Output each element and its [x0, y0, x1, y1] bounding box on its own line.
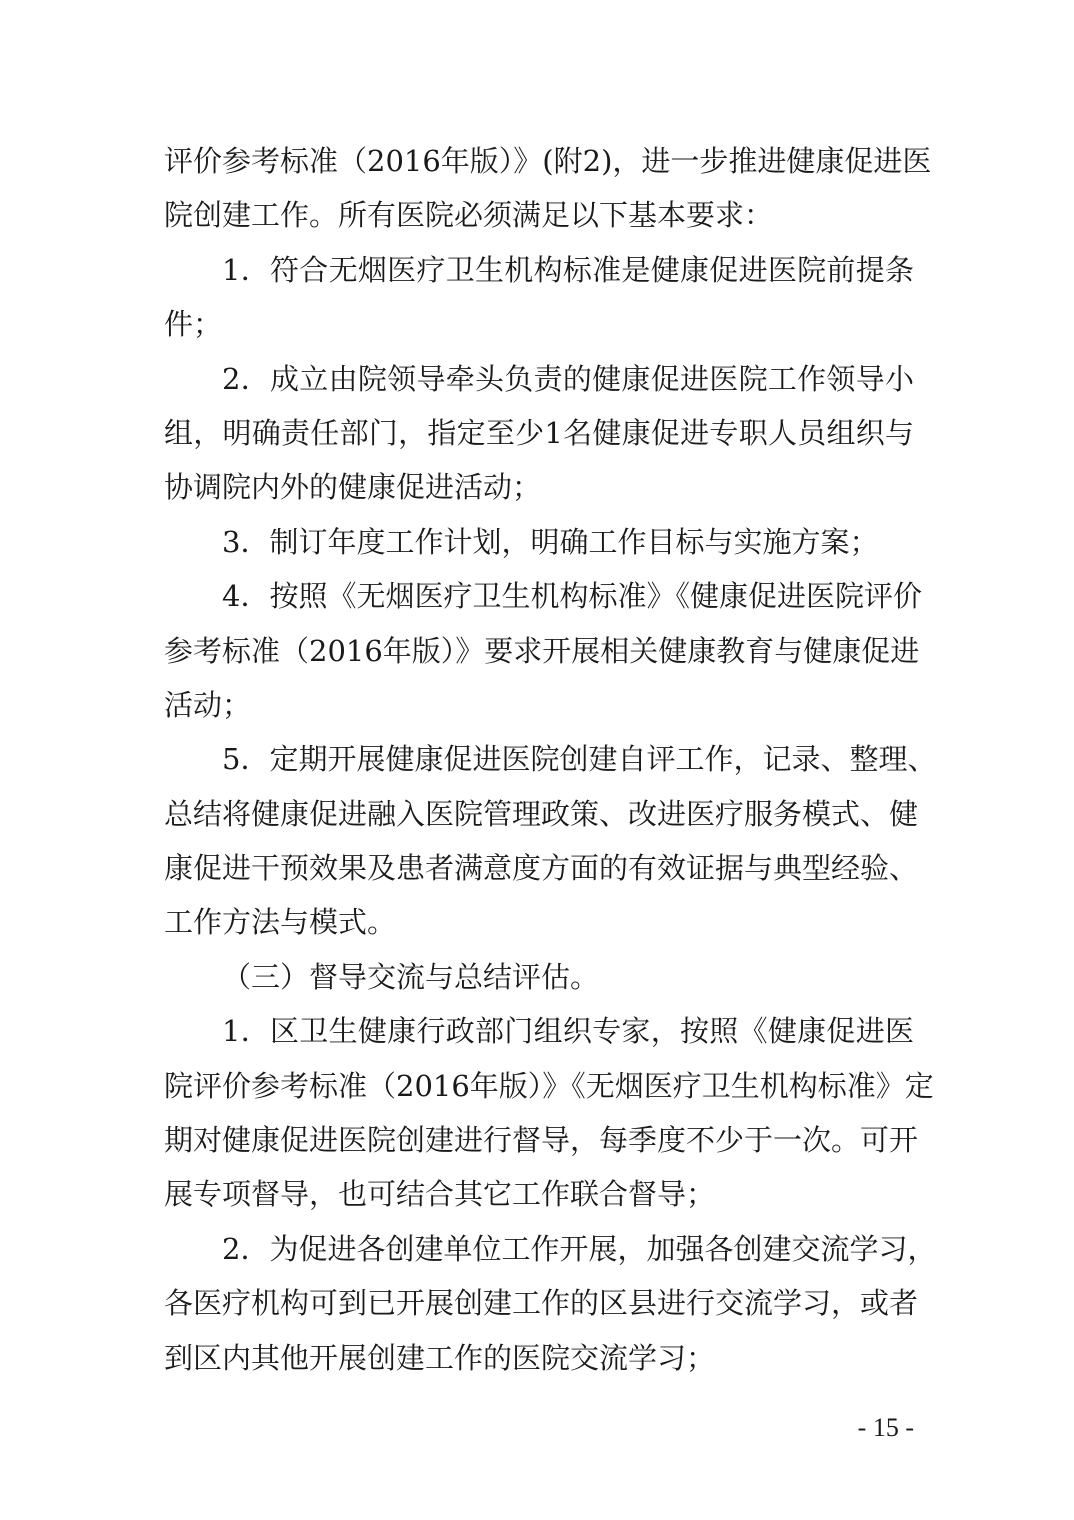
text-line: 工作方法与模式。 [164, 905, 397, 940]
text-line: 院评价参考标准（2016年版）》《无烟医疗卫生机构标准》定 [164, 1068, 934, 1103]
text-line: 各医疗机构可到已开展创建工作的区县进行交流学习，或者 [164, 1286, 919, 1321]
text-line: 组，明确责任部门，指定至少1名健康促进专职人员组织与 [164, 415, 914, 450]
body-text [164, 134, 937, 1385]
text-line: 评价参考标准（2016年版）》(附2)，进一步推进健康促进医 [164, 144, 932, 178]
text-line: 3．制订年度工作计划，明确工作目标与实施方案； [222, 524, 879, 559]
text-line: 5．定期开展健康促进医院创建自评工作，记录、整理、 [222, 742, 937, 777]
text-line: 到区内其他开展创建工作的医院交流学习； [164, 1340, 716, 1375]
text-line: 1．符合无烟医疗卫生机构标准是健康促进医院前提条 [222, 252, 914, 287]
text-line: 1．区卫生健康行政部门组织专家，按照《健康促进医 [222, 1014, 914, 1049]
section-heading: （三）督导交流与总结评估。 [222, 959, 600, 994]
text-line: 件； [164, 307, 223, 342]
text-line: 协调院内外的健康促进活动； [164, 470, 542, 505]
text-line: 院创建工作。所有医院必须满足以下基本要求： [164, 198, 774, 233]
page-number: - 15 - [857, 1413, 914, 1442]
text-line: 2．成立由院领导牵头负责的健康促进医院工作领导小 [222, 361, 914, 396]
text-line: 康促进干预效果及患者满意度方面的有效证据与典型经验、 [164, 851, 919, 886]
text-line: 参考标准（2016年版）》要求开展相关健康教育与健康促进 [164, 633, 920, 668]
text-line: 总结将健康促进融入医院管理政策、改进医疗服务模式、健 [164, 796, 919, 831]
text-line: 期对健康促进医院创建进行督导，每季度不少于一次。可开 [164, 1123, 919, 1158]
text-line: 活动； [164, 687, 252, 722]
text-line: 4．按照《无烟医疗卫生机构标准》《健康促进医院评价 [222, 579, 922, 614]
text-line: 2．为促进各创建单位工作开展，加强各创建交流学习， [222, 1231, 937, 1266]
text-line: 展专项督导，也可结合其它工作联合督导； [164, 1177, 716, 1212]
